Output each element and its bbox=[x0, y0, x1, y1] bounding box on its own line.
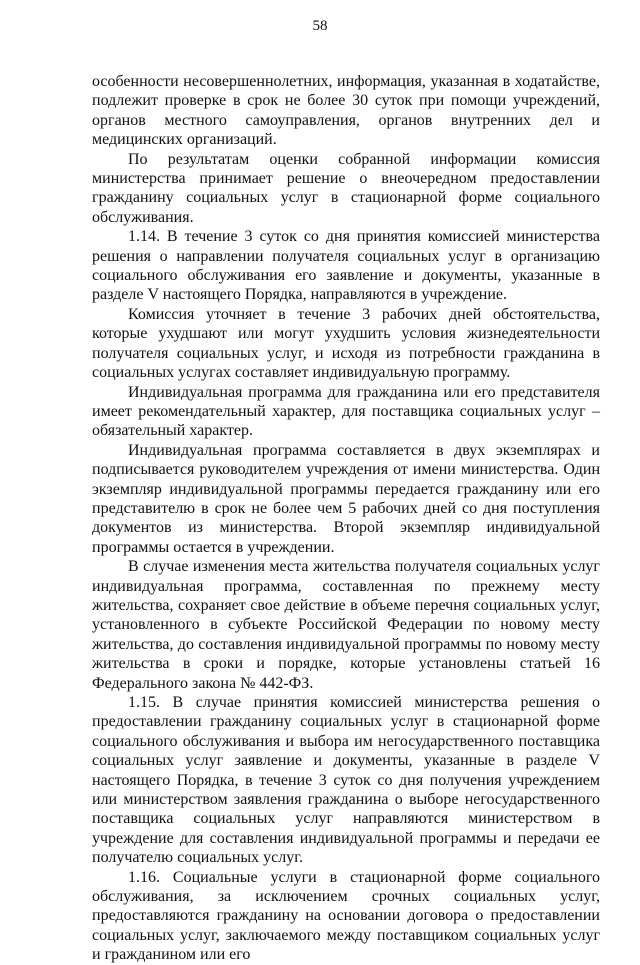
paragraph: Комиссия уточняет в течение 3 рабочих дней обстоятельства, которые ухудшают или могут ухудшить условия жизнедеятельности получателя социальных услуг, и исходя из потребности гражданина в социальных услугах составляет индивидуальную программу. bbox=[92, 305, 600, 382]
paragraph: 1.15. В случае принятия комиссией министерства решения о предоставлении гражданину социальных услуг в стационарной форме социального обслуживания и выбора им негосударственного поставщика социальных услуг заявление и документы, указанные в разделе V настоящего Порядка, в течение 3 суток со дня получения учреждением или министерством заявления гражданина о выборе негосударственного поставщика социальных услуг направляются министерством в учреждение для составления индивидуальной программы и передачи ее получателю социальных услуг. bbox=[92, 694, 600, 867]
document-body bbox=[92, 72, 600, 965]
paragraph: Индивидуальная программа для гражданина или его представителя имеет рекомендательный характер, для поставщика социальных услуг – обязательный характер. bbox=[92, 383, 600, 440]
paragraph: Индивидуальная программа составляется в двух экземплярах и подписывается руководителем учреждения от имени министерства. Один экземпляр индивидуальной программы передается гражданину или его представителю в срок не более чем 5 рабочих дней со дня поступления документов из министерства. Второй экземпляр индивидуальной программы остается в учреждении. bbox=[92, 441, 600, 556]
page-number: 58 bbox=[312, 18, 328, 34]
paragraph: В случае изменения места жительства получателя социальных услуг индивидуальная программа, составленная по прежнему месту жительства, сохраняет свое действие в объеме перечня социальных услуг, установленного в субъекте Российской Федерации по новому месту жительства, до составления индивидуальной программы по новому месту жительства в сроки и порядке, которые установлены статьей 16 Федерального закона № 442-ФЗ. bbox=[92, 558, 600, 692]
paragraph: По результатам оценки собранной информации комиссия министерства принимает решение о внеочередном предоставлении гражданину социальных услуг в стационарной форме социального обслуживания. bbox=[92, 150, 600, 226]
paragraph: 1.14. В течение 3 суток со дня принятия комиссией министерства решения о направлении получателя социальных услуг в организацию социального обслуживания его заявление и документы, указанные в разделе V настоящего Порядка, направляются в учреждение. bbox=[92, 228, 600, 304]
paragraph: особенности несовершеннолетних, информация, указанная в ходатайстве, подлежит проверке в срок не более 30 суток при помощи учреждений, органов местного самоуправления, органов внутренних дел и медицинских организаций. bbox=[92, 73, 600, 149]
paragraph: 1.16. Социальные услуги в стационарной форме социального обслуживания, за исключением срочных социальных услуг, предоставляются гражданину на основании договора о предоставлении социальных услуг, заключаемого между поставщиком социальных услуг и гражданином или его bbox=[92, 868, 600, 964]
